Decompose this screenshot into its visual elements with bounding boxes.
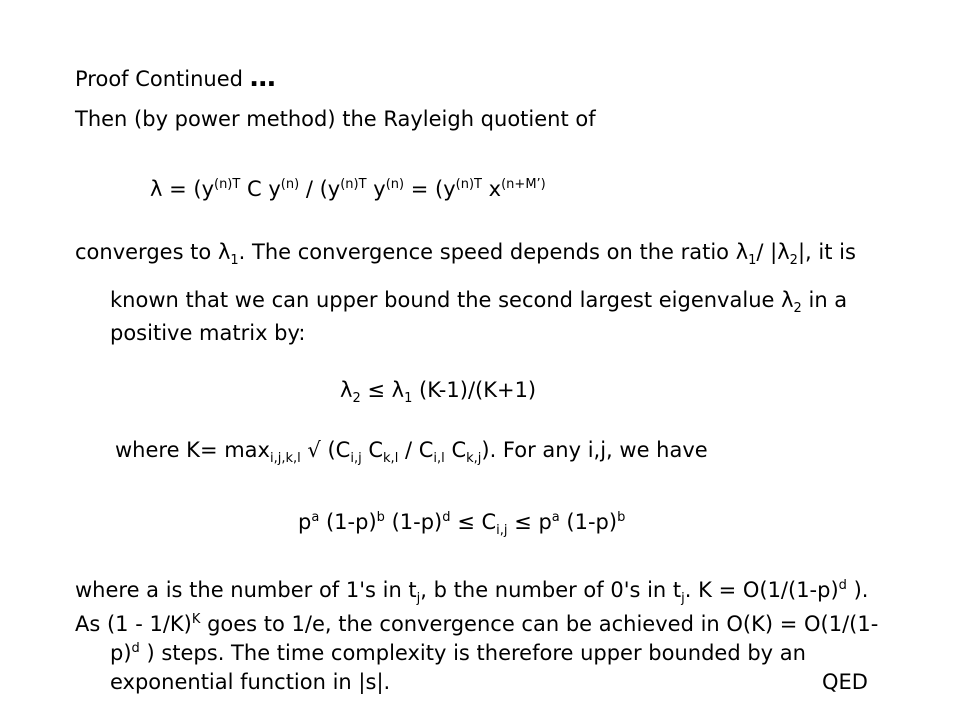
eq-part: λ = (y — [150, 177, 214, 201]
text-part: converges to λ — [75, 240, 231, 264]
text-sub: j — [681, 591, 685, 606]
heading-ellipsis: … — [249, 63, 278, 93]
eq-sup: (n) — [214, 177, 233, 192]
text-part: goes to 1/e, the convergence can be achieved in O(K) = O(1/(1- — [200, 612, 879, 636]
text-sub: k,l — [383, 451, 399, 466]
eq-part: (1-p) — [559, 510, 618, 534]
eq-part: y — [366, 177, 386, 201]
eq-sup: (n) — [340, 177, 359, 192]
eq-sup: T — [474, 177, 482, 192]
eq-sub: 1 — [404, 391, 413, 406]
where-a-line — [75, 578, 869, 606]
eq-sup: (n) — [280, 177, 300, 192]
eq-part: p — [298, 510, 312, 534]
heading-text: Proof Continued — [75, 67, 243, 91]
intro-line: Then (by power method) the Rayleigh quotient of — [75, 107, 596, 131]
eq-part: (1-p) — [384, 510, 443, 534]
converges-line — [75, 240, 856, 268]
eq-sub: 2 — [352, 391, 361, 406]
text-part: p) — [110, 641, 132, 665]
known-line-1 — [110, 288, 848, 316]
text-part: where a is the number of 1's in t — [75, 578, 417, 602]
eq-part: (K-1)/(K+1) — [412, 378, 537, 402]
eq-sup: b — [376, 510, 385, 525]
text-part: . The convergence speed depends on the ratio λ — [238, 240, 749, 264]
eq-part: C y — [240, 177, 281, 201]
text-part: √ (C — [300, 438, 351, 462]
where-k-line — [115, 438, 708, 466]
text-part: C — [361, 438, 384, 462]
rayleigh-equation — [150, 177, 546, 201]
text-sub: i,l — [433, 451, 445, 466]
text-part: C — [444, 438, 467, 462]
eq-sup: (n+M’) — [501, 177, 546, 192]
text-sub: k,j — [466, 451, 482, 466]
eq-part: x — [482, 177, 502, 201]
text-sup: d — [131, 641, 140, 656]
eq-sub: i,j — [496, 523, 508, 538]
text-part: |, it is — [797, 240, 856, 264]
eq-sup: d — [442, 510, 451, 525]
text-part: / |λ — [756, 240, 790, 264]
eq-part: = (y — [404, 177, 456, 201]
text-sup: d — [838, 578, 847, 593]
eq-sup: T — [358, 177, 367, 192]
as-line-1 — [75, 612, 878, 636]
eq-sup: T — [232, 177, 241, 192]
text-sub: 1 — [748, 253, 757, 268]
eq-part: ≤ λ — [360, 378, 405, 402]
known-line-2: positive matrix by: — [110, 321, 306, 345]
text-part: in a — [801, 288, 848, 312]
text-part: . K = O(1/(1-p) — [684, 578, 839, 602]
text-part: ) steps. The time complexity is therefore upper bounded by an — [139, 641, 806, 665]
eq-sup: (n) — [455, 177, 475, 192]
eq-part: λ — [340, 378, 353, 402]
eq-sup: b — [617, 510, 626, 525]
eq-sup: a — [311, 510, 320, 525]
eq-sup: (n) — [385, 177, 405, 192]
proof-heading — [75, 63, 278, 93]
qed-mark: QED — [822, 670, 868, 694]
text-sub: 2 — [793, 301, 802, 316]
text-sub: i,j — [350, 451, 362, 466]
text-part: , b the number of 0's in t — [420, 578, 682, 602]
eq-part: (1-p) — [319, 510, 377, 534]
text-sub: 2 — [789, 253, 798, 268]
bound-equation — [340, 378, 537, 406]
text-part: As (1 - 1/K) — [75, 612, 192, 636]
eq-part: ≤ C — [450, 510, 497, 534]
text-sub: j — [416, 591, 421, 606]
as-line-2 — [110, 641, 806, 665]
as-line-3: exponential function in |s|. — [110, 670, 391, 694]
text-part: where K= max — [115, 438, 270, 462]
text-sup: K — [191, 612, 201, 627]
eq-part: / (y — [299, 177, 341, 201]
text-part: / C — [398, 438, 434, 462]
text-part: known that we can upper bound the second largest eigenvalue λ — [110, 288, 794, 312]
text-sub: 1 — [230, 253, 239, 268]
cij-equation — [298, 510, 626, 538]
text-sub: i,j,k,l — [269, 451, 301, 466]
eq-sup: a — [551, 510, 560, 525]
text-part: ). For any i,j, we have — [481, 438, 708, 462]
eq-part: ≤ p — [507, 510, 552, 534]
text-part: ). — [846, 578, 869, 602]
